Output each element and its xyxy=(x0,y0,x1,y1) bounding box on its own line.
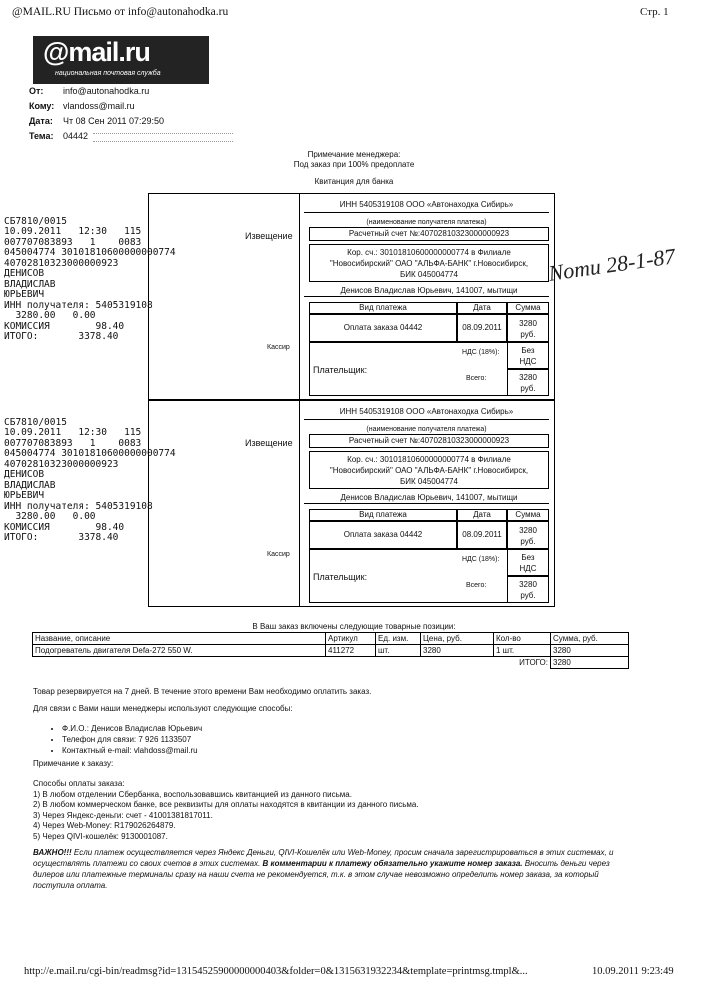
to-label: Кому: xyxy=(29,101,55,111)
payer-block xyxy=(309,342,507,396)
bank-details xyxy=(309,451,549,489)
account-number: Расчетный счет №:40702810323000000923 xyxy=(309,227,549,241)
list-item: • Контактный e-mail: vlahdoss@mail.ru xyxy=(62,745,202,756)
corr-account: Кор. сч.: 30101810600000000774 в Филиале xyxy=(347,248,511,257)
item-unit: шт. xyxy=(376,645,421,657)
manager-note-text: Под заказ при 100% предоплате xyxy=(293,160,415,169)
payer-block xyxy=(309,549,507,603)
col-payment-type: Вид платежа xyxy=(309,302,457,314)
date-label: Дата: xyxy=(29,116,53,126)
header-qty: Кол-во xyxy=(494,633,551,645)
col-date: Дата xyxy=(457,509,507,521)
from-value[interactable]: info@autonahodka.ru xyxy=(63,86,150,96)
vat-label: НДС (18%): xyxy=(462,556,500,563)
table-row xyxy=(33,645,629,657)
bank-details xyxy=(309,244,549,282)
total-value: 3280 руб. xyxy=(507,369,549,396)
bik: БИК 045004774 xyxy=(400,270,458,279)
item-article: 411272 xyxy=(326,645,376,657)
email-header xyxy=(29,86,329,146)
item-price: 3280 xyxy=(421,645,494,657)
subject-value: 04442 xyxy=(63,131,89,141)
col-sum: Сумма xyxy=(507,302,549,314)
manager-note xyxy=(0,150,708,170)
mail-ru-logo xyxy=(33,36,209,84)
bank-check-stamp: СБ7810/0015 10.09.2011 12:30 115 007707083893 1 0083 045004774 30101810600000000774 40702810323000000923 ДЕНИСОВ ВЛАДИСЛАВ ЮРЬЕВИЧ ИНН получателя: 5405319108 3280.00 0.00 КОМИССИЯ 98.40 ИТОГО: 3378.40 xyxy=(4,215,176,342)
item-qty: 1 шт. xyxy=(494,645,551,657)
payment-sum: 3280 руб. xyxy=(507,521,549,549)
reserve-text: Товар резервируется на 7 дней. В течение этого времени Вам необходимо оплатить заказ. xyxy=(33,687,372,696)
to-value[interactable]: vlandoss@mail.ru xyxy=(63,101,135,111)
recipient-caption: (наименование получателя платежа) xyxy=(366,219,487,226)
item-sum: 3280 xyxy=(551,645,629,657)
vat-label: НДС (18%): xyxy=(462,349,500,356)
col-date: Дата xyxy=(457,302,507,314)
footer-datetime: 10.09.2011 9:23:49 xyxy=(592,966,674,977)
payer-label: Плательщик: xyxy=(313,572,368,582)
contact-list xyxy=(50,723,202,756)
table-header-row xyxy=(33,633,629,645)
item-name: Подогреватель двигателя Defa-272 550 W. xyxy=(33,645,326,657)
subject-label: Тема: xyxy=(29,131,54,141)
col-payment-type: Вид платежа xyxy=(309,509,457,521)
bank-name: "Новосибирский" ОАО "АЛЬФА-БАНК" г.Новосибирск, xyxy=(329,259,529,268)
notice-label: Извещение xyxy=(245,438,293,448)
bank-receipt xyxy=(148,193,555,400)
important-warning: ВАЖНО!!! Если платеж осуществляется через Яндекс Деньги, QIVI-Кошелёк или Web-Money, просим сначала зарегистрироваться в этих системах, и осуществлять платежи со своих счетов в этих системах. В комментарии к платежу обязательно укажите номер заказа. Вносить деньги через дилеров или платежные терминалы сразу на наши счета не рекомендуется, т.к. в этом случае невозможно определить номер заказа, за который поступила оплата. xyxy=(33,848,614,890)
bank-name: "Новосибирский" ОАО "АЛЬФА-БАНК" г.Новосибирск, xyxy=(329,466,529,475)
grand-total: 3280 xyxy=(551,657,629,669)
recipient-caption: (наименование получателя платежа) xyxy=(366,426,487,433)
payment-description: Оплата заказа 04442 xyxy=(309,521,457,549)
payer-label: Плательщик: xyxy=(313,365,368,375)
payment-date: 08.09.2011 xyxy=(457,521,507,549)
header-sum: Сумма, руб. xyxy=(551,633,629,645)
payment-method-item: 5) Через QIVI-кошелёк: 9130001087. xyxy=(33,831,168,841)
contact-intro: Для связи с Вами наши менеджеры используют следующие способы: xyxy=(33,704,293,713)
total-label: Всего: xyxy=(466,582,487,589)
list-item: • Ф.И.О.: Денисов Владислав Юрьевич xyxy=(62,723,202,734)
payment-description: Оплата заказа 04442 xyxy=(309,314,457,342)
from-label: От: xyxy=(29,86,44,96)
cashier-label: Кассир xyxy=(267,551,290,558)
bank-receipt-copy xyxy=(148,400,555,607)
payer-name: Денисов Владислав Юрьевич, 141007, мытищи xyxy=(340,286,518,295)
receipt-title: Квитанция для банка xyxy=(314,177,394,186)
header-article: Артикул xyxy=(326,633,376,645)
bank-check-stamp-copy: СБ7810/0015 10.09.2011 12:30 115 007707083893 1 0083 045004774 30101810600000000774 40702810323000000923 ДЕНИСОВ ВЛАДИСЛАВ ЮРЬЕВИЧ ИНН получателя: 5405319108 3280.00 0.00 КОМИССИЯ 98.40 ИТОГО: 3378.40 xyxy=(4,416,176,543)
payment-method-item: 2) В любом коммерческом банке, все реквизиты для оплаты находятся в квитанции из данного письма. xyxy=(33,800,419,809)
logo-tagline: национальная почтовая служба xyxy=(55,70,161,77)
handwritten-note: Nomu 28-1-87 xyxy=(546,243,677,286)
payment-method-item: 1) В любом отделении Сбербанка, воспользовавшись квитанцией из данного письма. xyxy=(33,789,352,799)
grand-total-label: ИТОГО: xyxy=(519,658,548,668)
page-number: Стр. 1 xyxy=(640,6,669,18)
col-sum: Сумма xyxy=(507,509,549,521)
recipient-inn: ИНН 5405319108 ООО «Автонаходка Сибирь» xyxy=(339,200,514,209)
total-label: Всего: xyxy=(466,375,487,382)
header-price: Цена, руб. xyxy=(421,633,494,645)
payment-method-item: 3) Через Яндекс-деньги: счет - 41001381817011. xyxy=(33,810,213,820)
account-number: Расчетный счет №:40702810323000000923 xyxy=(309,434,549,448)
vat-value: Без НДС xyxy=(507,342,549,369)
list-item: • Телефон для связи: 7 926 1133507 xyxy=(62,734,202,745)
vat-value: Без НДС xyxy=(507,549,549,576)
cashier-label: Кассир xyxy=(267,344,290,351)
subject-garbled-text xyxy=(93,133,233,142)
manager-note-label: Примечание менеджера: xyxy=(307,150,401,159)
logo-text: @mail.ru xyxy=(43,37,150,67)
header-name: Название, описание xyxy=(33,633,326,645)
header-unit: Ед. изм. xyxy=(376,633,421,645)
total-value: 3280 руб. xyxy=(507,576,549,603)
date-value: Чт 08 Сен 2011 07:29:50 xyxy=(63,116,164,126)
bik: БИК 045004774 xyxy=(400,477,458,486)
order-note-label: Примечание к заказу: xyxy=(33,759,114,768)
payment-methods-title: Способы оплаты заказа: xyxy=(33,779,125,788)
goods-table xyxy=(32,632,629,669)
recipient-inn: ИНН 5405319108 ООО «Автонаходка Сибирь» xyxy=(339,407,514,416)
payment-methods xyxy=(33,779,419,842)
total-row xyxy=(33,657,629,669)
corr-account: Кор. сч.: 30101810600000000774 в Филиале xyxy=(347,455,511,464)
print-header-title: @MAIL.RU Письмо от info@autonahodka.ru xyxy=(12,6,229,18)
notice-label: Извещение xyxy=(245,231,293,241)
payment-sum: 3280 руб. xyxy=(507,314,549,342)
payment-method-item: 4) Через Web-Money: R179026264879. xyxy=(33,821,176,830)
payer-name: Денисов Владислав Юрьевич, 141007, мытищи xyxy=(340,493,518,502)
footer-url[interactable]: http://e.mail.ru/cgi-bin/readmsg?id=13154525900000000403&folder=0&1315631932234&template=printmsg.tmpl&... xyxy=(24,966,528,977)
payment-date: 08.09.2011 xyxy=(457,314,507,342)
goods-intro: В Ваш заказ включены следующие товарные позиции: xyxy=(252,622,456,631)
